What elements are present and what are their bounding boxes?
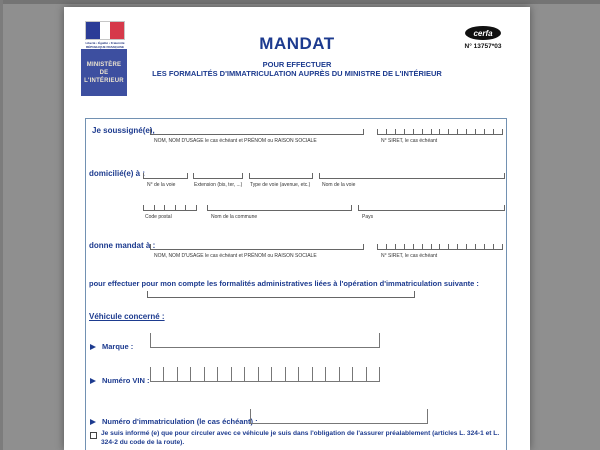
soussigne-siret-hint: N° SIRET, le cas échéant (381, 138, 438, 144)
form-title: MANDAT (259, 34, 335, 53)
cerfa-number: N° 13757*03 (464, 43, 502, 50)
street-type-hint: Type de voie (avenue, etc.) (250, 182, 311, 188)
marque-field[interactable] (150, 333, 380, 348)
vin-arrow-icon (90, 378, 96, 384)
motto-line2: RÉPUBLIQUE FRANÇAISE (85, 44, 124, 49)
operation-label: pour effectuer pour mon compte les formalités administratives liées à l'opération d'immatriculation suivante : (89, 279, 479, 288)
ministry-line3: L'INTÉRIEUR (84, 77, 124, 84)
ministry-line2: DE (99, 69, 109, 76)
postal-code-field[interactable] (143, 205, 197, 211)
vin-label: Numéro VIN : (102, 376, 150, 385)
commune-hint: Nom de la commune (211, 214, 258, 220)
soussigne-siret-field[interactable] (377, 129, 503, 135)
mandataire-siret-field[interactable] (377, 244, 503, 250)
ministry-line1: MINISTÈRE (86, 61, 122, 68)
country-field[interactable] (358, 205, 505, 211)
vehicule-section-title: Véhicule concerné : (89, 312, 165, 321)
street-number-hint: N° de la voie (147, 182, 176, 188)
vin-field[interactable] (150, 367, 380, 382)
soussigne-name-field[interactable] (150, 129, 364, 135)
soussigne-name-hint: NOM, NOM D'USAGE le cas échéant et PRÉNOM ou RAISON SOCIALE (154, 138, 317, 144)
form-subtitle (64, 60, 530, 78)
viewer-top-edge (0, 0, 600, 4)
street-type-field[interactable] (249, 173, 313, 179)
mandataire-name-field[interactable] (150, 244, 364, 250)
street-extension-hint: Extension (bis, ter, ...) (194, 182, 243, 188)
street-extension-field[interactable] (193, 173, 243, 179)
form-page (64, 7, 530, 450)
street-name-field[interactable] (319, 173, 505, 179)
viewer-left-edge (0, 0, 3, 450)
postal-code-hint: Code postal (145, 214, 172, 220)
immat-field[interactable] (250, 409, 428, 424)
marque-label: Marque : (102, 342, 134, 351)
mandataire-siret-hint: N° SIRET, le cas échéant (381, 253, 438, 259)
country-hint: Pays (362, 214, 374, 220)
insurance-checkbox[interactable] (90, 432, 97, 439)
operation-field[interactable] (147, 291, 415, 298)
insurance-text: Je suis informé (e) que pour circuler avec ce véhicule je suis dans l'obligation de l'assurer préalablement (articles L. 324-1 et L. 324-2 du code de la route). (101, 430, 500, 446)
subtitle-line2: LES FORMALITÉS D'IMMATRICULATION AUPRÈS DU MINISTRE DE L'INTÉRIEUR (152, 69, 442, 78)
subtitle-line1: POUR EFFECTUER (262, 60, 332, 69)
street-name-hint: Nom de la voie (322, 182, 356, 188)
domicilie-label: domicilié(e) à : (89, 169, 146, 178)
commune-field[interactable] (207, 205, 352, 211)
soussigne-label: Je soussigné(e), (92, 126, 155, 135)
mandat-label: donne mandat à : (89, 241, 156, 250)
marque-arrow-icon (90, 344, 96, 350)
street-number-field[interactable] (143, 173, 188, 179)
cerfa-logo: cerfa (465, 26, 501, 40)
mandataire-name-hint: NOM, NOM D'USAGE le cas échéant et PRÉNOM ou RAISON SOCIALE (154, 253, 317, 259)
immat-arrow-icon (90, 419, 96, 425)
immat-label: Numéro d'immatriculation (le cas échéant) : (102, 417, 258, 426)
motto-line1: Liberté • Égalité • Fraternité (85, 41, 125, 45)
